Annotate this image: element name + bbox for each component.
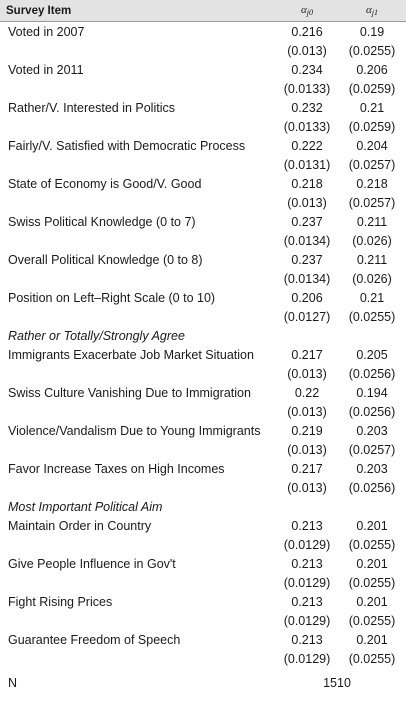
row-label: Violence/Vandalism Due to Young Immigrants bbox=[8, 423, 261, 438]
table-row-se bbox=[0, 193, 406, 212]
table-row-se bbox=[0, 155, 406, 174]
row-label: Immigrants Exacerbate Job Market Situation bbox=[8, 347, 254, 362]
se-j0: (0.0134) bbox=[283, 271, 331, 286]
table-row-se bbox=[0, 611, 406, 630]
group-agree bbox=[0, 345, 406, 497]
estimate-j1: 0.211 bbox=[356, 252, 388, 267]
estimate-j1: 0.201 bbox=[356, 518, 388, 533]
estimate-j1: 0.201 bbox=[356, 632, 388, 647]
se-j0: (0.0129) bbox=[283, 613, 331, 628]
se-j0: (0.013) bbox=[287, 43, 327, 58]
table-row-se bbox=[0, 117, 406, 136]
row-label: Maintain Order in Country bbox=[8, 518, 152, 533]
header-alpha-j0: $\alpha_{j0}$ bbox=[300, 4, 313, 17]
row-label: Position on Left–Right Scale (0 to 10) bbox=[8, 290, 216, 305]
table-row-se bbox=[0, 269, 406, 288]
row-label: Guarantee Freedom of Speech bbox=[8, 632, 181, 647]
table-row bbox=[0, 250, 406, 269]
estimate-j0: 0.22 bbox=[294, 385, 320, 400]
se-j0: (0.0131) bbox=[283, 157, 331, 172]
se-j0: (0.0129) bbox=[283, 651, 331, 666]
se-j0: (0.0127) bbox=[283, 309, 331, 324]
se-j1: (0.0256) bbox=[348, 404, 396, 419]
se-j0: (0.0129) bbox=[283, 537, 331, 552]
table-row-se bbox=[0, 231, 406, 250]
estimate-j0: 0.217 bbox=[291, 347, 323, 362]
estimate-j1: 0.218 bbox=[356, 176, 388, 191]
table-row-se bbox=[0, 41, 406, 60]
estimate-j1: 0.201 bbox=[356, 556, 388, 571]
estimate-j0: 0.237 bbox=[291, 252, 323, 267]
section-agree-heading: Rather or Totally/Strongly Agree bbox=[8, 328, 185, 343]
estimate-j1: 0.204 bbox=[356, 138, 388, 153]
group-aim bbox=[0, 516, 406, 668]
se-j1: (0.0255) bbox=[348, 309, 396, 324]
estimate-j0: 0.206 bbox=[291, 290, 323, 305]
se-j0: (0.013) bbox=[287, 195, 327, 210]
se-j0: (0.013) bbox=[287, 404, 327, 419]
se-j1: (0.026) bbox=[352, 271, 392, 286]
row-label: State of Economy is Good/V. Good bbox=[8, 176, 202, 191]
table-row bbox=[0, 459, 406, 478]
estimate-j0: 0.213 bbox=[291, 518, 323, 533]
table-row bbox=[0, 136, 406, 155]
table-row bbox=[0, 174, 406, 193]
table-header bbox=[0, 0, 406, 22]
se-j1: (0.0259) bbox=[348, 81, 396, 96]
row-label: Voted in 2011 bbox=[8, 62, 84, 77]
estimate-j0: 0.218 bbox=[291, 176, 323, 191]
estimate-j1: 0.205 bbox=[356, 347, 388, 362]
table-row-se bbox=[0, 364, 406, 383]
se-j0: (0.013) bbox=[287, 442, 327, 457]
estimate-j0: 0.234 bbox=[291, 62, 323, 77]
table-row bbox=[0, 98, 406, 117]
n-value: 1510 bbox=[323, 675, 351, 690]
table-row bbox=[0, 288, 406, 307]
table-row-se bbox=[0, 440, 406, 459]
table-row bbox=[0, 60, 406, 79]
se-j1: (0.0256) bbox=[348, 480, 396, 495]
table-row-se bbox=[0, 535, 406, 554]
estimate-j1: 0.19 bbox=[359, 24, 385, 39]
se-j1: (0.0259) bbox=[348, 119, 396, 134]
table-row bbox=[0, 383, 406, 402]
row-label: Overall Political Knowledge (0 to 8) bbox=[8, 252, 203, 267]
se-j1: (0.0256) bbox=[348, 366, 396, 381]
row-label: Give People Influence in Gov't bbox=[8, 556, 176, 571]
se-j0: (0.0133) bbox=[283, 119, 331, 134]
se-j1: (0.026) bbox=[352, 233, 392, 248]
se-j1: (0.0257) bbox=[348, 157, 396, 172]
se-j0: (0.0134) bbox=[283, 233, 331, 248]
table-row bbox=[0, 516, 406, 535]
section-aim-heading: Most Important Political Aim bbox=[8, 499, 163, 514]
row-label: Fight Rising Prices bbox=[8, 594, 113, 609]
se-j1: (0.0255) bbox=[348, 651, 396, 666]
estimate-j1: 0.206 bbox=[356, 62, 388, 77]
estimate-j0: 0.217 bbox=[291, 461, 323, 476]
se-j0: (0.0129) bbox=[283, 575, 331, 590]
table-row bbox=[0, 22, 406, 41]
table-row bbox=[0, 554, 406, 573]
estimate-j1: 0.21 bbox=[359, 290, 385, 305]
table-row-se bbox=[0, 573, 406, 592]
estimate-j1: 0.211 bbox=[356, 214, 388, 229]
se-j1: (0.0255) bbox=[348, 575, 396, 590]
table-row bbox=[0, 592, 406, 611]
se-j0: (0.013) bbox=[287, 366, 327, 381]
se-j0: (0.013) bbox=[287, 480, 327, 495]
estimate-j0: 0.222 bbox=[291, 138, 323, 153]
estimate-j0: 0.237 bbox=[291, 214, 323, 229]
table-row-se bbox=[0, 402, 406, 421]
table-row bbox=[0, 345, 406, 364]
estimate-j0: 0.232 bbox=[291, 100, 323, 115]
se-j1: (0.0255) bbox=[348, 43, 396, 58]
estimate-j1: 0.21 bbox=[359, 100, 385, 115]
estimate-j0: 0.213 bbox=[291, 556, 323, 571]
row-label: Favor Increase Taxes on High Incomes bbox=[8, 461, 225, 476]
estimate-j0: 0.219 bbox=[291, 423, 323, 438]
estimate-j0: 0.213 bbox=[291, 594, 323, 609]
header-survey-item: Survey Item bbox=[6, 4, 72, 17]
se-j1: (0.0257) bbox=[348, 195, 396, 210]
row-label: Fairly/V. Satisfied with Democratic Process bbox=[8, 138, 246, 153]
estimate-j1: 0.194 bbox=[356, 385, 388, 400]
se-j1: (0.0255) bbox=[348, 613, 396, 628]
estimate-j0: 0.213 bbox=[291, 632, 323, 647]
table-row bbox=[0, 421, 406, 440]
table-row-se bbox=[0, 79, 406, 98]
table-row-se bbox=[0, 307, 406, 326]
se-j1: (0.0255) bbox=[348, 537, 396, 552]
row-label: Rather/V. Interested in Politics bbox=[8, 100, 175, 115]
estimate-j1: 0.203 bbox=[356, 423, 388, 438]
n-label: N bbox=[8, 675, 18, 690]
se-j1: (0.0257) bbox=[348, 442, 396, 457]
row-label: Swiss Culture Vanishing Due to Immigration bbox=[8, 385, 251, 400]
table-row bbox=[0, 630, 406, 649]
table-row-se bbox=[0, 478, 406, 497]
table-row bbox=[0, 212, 406, 231]
row-label: Voted in 2007 bbox=[8, 24, 85, 39]
estimate-j1: 0.201 bbox=[356, 594, 388, 609]
table-row-se bbox=[0, 649, 406, 668]
se-j0: (0.0133) bbox=[283, 81, 331, 96]
row-label: Swiss Political Knowledge (0 to 7) bbox=[8, 214, 196, 229]
header-alpha-j1: $\alpha_{j1}$ bbox=[365, 4, 378, 17]
estimate-j1: 0.203 bbox=[356, 461, 388, 476]
group-general bbox=[0, 22, 406, 326]
estimate-j0: 0.216 bbox=[291, 24, 323, 39]
n-row bbox=[0, 671, 406, 694]
